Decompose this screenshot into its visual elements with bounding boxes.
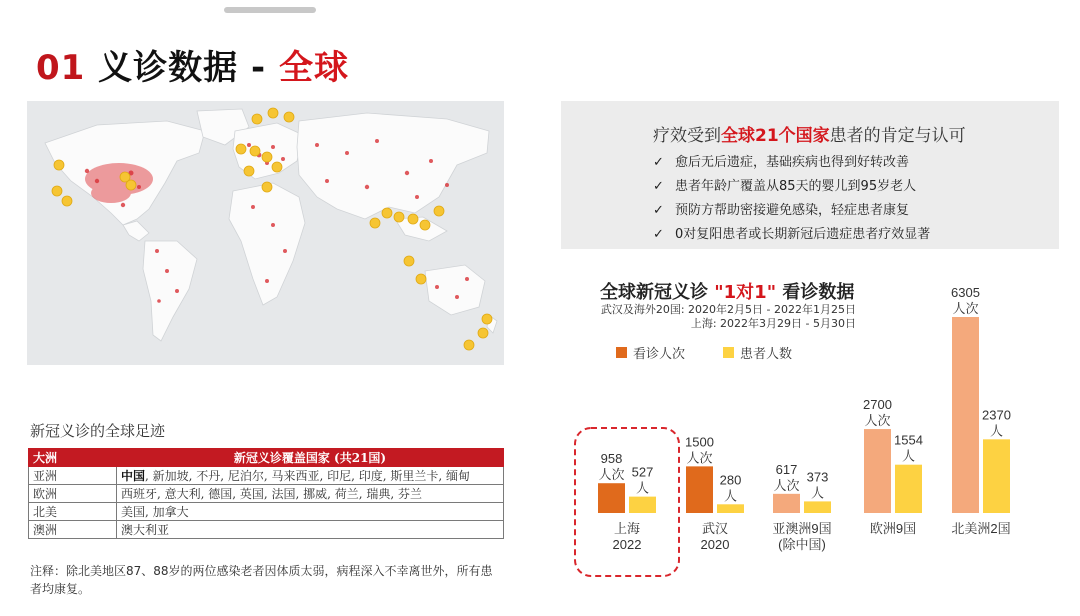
table-row bbox=[29, 467, 504, 485]
check-icon: ✓ bbox=[653, 179, 664, 194]
header-continent: 大洲 bbox=[29, 449, 117, 467]
bar-visits bbox=[773, 494, 800, 513]
efficacy-panel bbox=[561, 101, 1059, 249]
bar-visits bbox=[864, 429, 891, 513]
footnote: 注释：除北美地区87、88岁的两位感染老者因体质太弱，病程深入不幸离世外，所有患者均康复。 bbox=[30, 564, 493, 596]
list-item-text: 愈后无后遗症，基础疾病也得到好转改善 bbox=[675, 155, 910, 170]
category-label: 武汉 2020 bbox=[700, 521, 730, 552]
highlight-country: 中国 bbox=[121, 469, 146, 483]
list-item-text: 患者年龄广覆盖从85天的婴儿到95岁老人 bbox=[675, 179, 917, 194]
efficacy-title-pre: 疗效受到 bbox=[653, 126, 721, 146]
efficacy-title bbox=[653, 121, 966, 146]
bar-patients bbox=[804, 501, 831, 513]
page-title bbox=[36, 40, 349, 89]
bar-visits bbox=[686, 466, 713, 513]
bar-visits bbox=[598, 483, 625, 513]
category-label: 上海 2022 bbox=[612, 521, 642, 552]
country-list: 美国, 加拿大 bbox=[121, 505, 189, 519]
bar-patients bbox=[895, 465, 922, 513]
list-item-text: 预防方帮助密接避免感染，轻症患者康复 bbox=[675, 203, 910, 218]
data-label-patients: 1554 人 bbox=[894, 432, 923, 464]
data-label-visits: 6305 人次 bbox=[951, 285, 980, 316]
data-label-patients: 2370 人 bbox=[982, 407, 1011, 439]
data-label-visits: 1500 人次 bbox=[685, 434, 714, 466]
list-item bbox=[653, 199, 930, 223]
country-list: , 新加坡, 不丹, 尼泊尔, 马来西亚, 印尼, 印度, 斯里兰卡, 缅甸 bbox=[145, 469, 471, 483]
country-list: 澳大利亚 bbox=[121, 523, 170, 537]
data-label-visits: 2700 人次 bbox=[863, 397, 892, 429]
efficacy-title-highlight: 全球21个国家 bbox=[721, 126, 830, 146]
highlight-frame bbox=[575, 428, 679, 576]
bar-chart bbox=[560, 260, 1060, 590]
check-icon: ✓ bbox=[653, 203, 664, 218]
countries-cell bbox=[117, 485, 504, 503]
table-row bbox=[29, 485, 504, 503]
title-highlight: 全球 bbox=[278, 48, 349, 88]
continent-asia bbox=[297, 113, 489, 219]
bar-visits bbox=[952, 317, 979, 513]
continent-cell: 亚洲 bbox=[29, 467, 117, 485]
footprint-label: 新冠义诊的全球足迹 bbox=[30, 422, 166, 440]
drag-handle[interactable] bbox=[224, 7, 316, 13]
list-item bbox=[653, 151, 930, 175]
list-item bbox=[653, 223, 930, 247]
table-header-row bbox=[29, 449, 504, 467]
bar-patients bbox=[717, 504, 744, 513]
bar-patients bbox=[983, 439, 1010, 513]
efficacy-list bbox=[653, 151, 930, 247]
continent-africa bbox=[229, 183, 305, 305]
chart-title-post: 看诊数据 bbox=[776, 282, 855, 303]
category-label: 欧洲9国 bbox=[869, 521, 917, 536]
data-label-visits: 958 人次 bbox=[598, 451, 625, 483]
list-item-text: 0对复阳患者或长期新冠后遗症患者疗效显著 bbox=[675, 227, 931, 242]
table-row bbox=[29, 503, 504, 521]
countries-cell bbox=[117, 467, 504, 485]
data-label-patients: 373 人 bbox=[806, 469, 829, 501]
check-icon: ✓ bbox=[653, 155, 664, 170]
country-table bbox=[28, 448, 504, 539]
countries-cell bbox=[117, 521, 504, 539]
world-map bbox=[27, 101, 504, 365]
check-icon: ✓ bbox=[653, 227, 664, 242]
title-text: 义诊数据 - bbox=[98, 48, 279, 88]
continent-cell: 欧洲 bbox=[29, 485, 117, 503]
countries-cell bbox=[117, 503, 504, 521]
legend-label-patients: 患者人数 bbox=[740, 347, 793, 362]
title-number: 01 bbox=[36, 48, 86, 88]
data-label-visits: 617 人次 bbox=[773, 461, 800, 493]
chart-title-highlight: "1对1" bbox=[714, 282, 777, 303]
category-label: 亚澳洲9国(除中国) bbox=[772, 521, 832, 552]
continent-australia bbox=[425, 265, 485, 315]
continent-south-america bbox=[143, 241, 197, 341]
continent-central-america bbox=[123, 221, 149, 241]
data-label-patients: 280 人 bbox=[719, 472, 742, 504]
bar-patients bbox=[629, 497, 656, 513]
list-item bbox=[653, 175, 930, 199]
continent-cell: 北美 bbox=[29, 503, 117, 521]
header-countries: 新冠义诊覆盖国家 (共21国) bbox=[117, 449, 504, 467]
chart-title-pre: 全球新冠义诊 bbox=[600, 282, 715, 303]
chart-subtitle-1: 武汉及海外20国: 2020年2月5日 - 2022年1月25日 bbox=[600, 303, 856, 316]
table-row bbox=[29, 521, 504, 539]
data-label-patients: 527 人 bbox=[631, 464, 654, 496]
legend-label-visits: 看诊人次 bbox=[633, 347, 686, 362]
country-list: 西班牙, 意大利, 德国, 英国, 法国, 挪威, 荷兰, 瑞典, 芬兰 bbox=[121, 487, 423, 501]
efficacy-title-post: 患者的肯定与认可 bbox=[829, 126, 966, 146]
chart-subtitle-2: 上海: 2022年3月29日 - 5月30日 bbox=[690, 317, 856, 330]
category-label: 北美洲2国 bbox=[951, 521, 1011, 536]
continent-cell: 澳洲 bbox=[29, 521, 117, 539]
